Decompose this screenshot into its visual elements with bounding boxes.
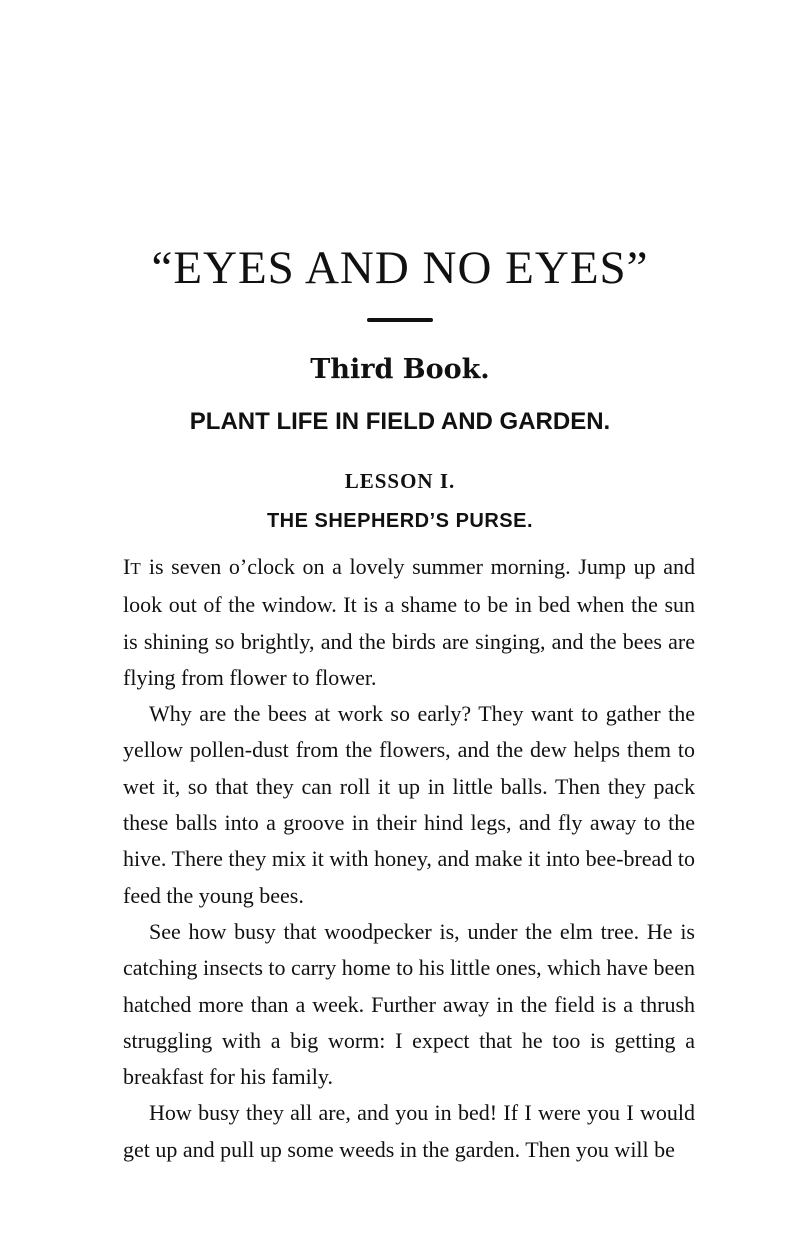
small-cap-letter: T [130, 559, 142, 578]
lesson-body [123, 549, 695, 1168]
title-divider [367, 318, 433, 322]
paragraph-3: See how busy that woodpecker is, under the elm tree. He is catching insects to carry home to his little ones, which have been hatched more than a week. Further away in the field is a thrush struggling with a big worm: I expect that he too is getting a breakfast for his family. [123, 918, 695, 1090]
section-title: PLANT LIFE IN FIELD AND GARDEN. [189, 408, 611, 435]
book-label: Third Book. [310, 354, 490, 385]
paragraph-1 [123, 549, 695, 696]
paragraph-4: How busy they all are, and you in bed! If I were you I would get up and pull up some weeds in the garden. Then you will be [123, 1100, 695, 1162]
paragraph-1-text: is seven o’clock on a lovely summer morning. Jump up and look out of the window. It is a shame to be in bed when the sun is shining so brightly, and the birds are singing, and the bees are flying from flower to flower. [123, 554, 695, 690]
lesson-title: THE SHEPHERD’S PURSE. [266, 510, 534, 532]
lesson-number: LESSON I. [344, 469, 456, 493]
drop-initial: I [123, 554, 131, 579]
paragraph-2: Why are the bees at work so early? They want to gather the yellow pollen-dust from the flowers, and the dew helps them to wet it, so that they can roll it up in little balls. Then they pack these balls into a groove in their hind legs, and fly away to the hive. There they mix it with honey, and make it into bee-bread to feed the young bees. [123, 701, 695, 908]
book-title: “EYES AND NO EYES” [151, 242, 649, 294]
